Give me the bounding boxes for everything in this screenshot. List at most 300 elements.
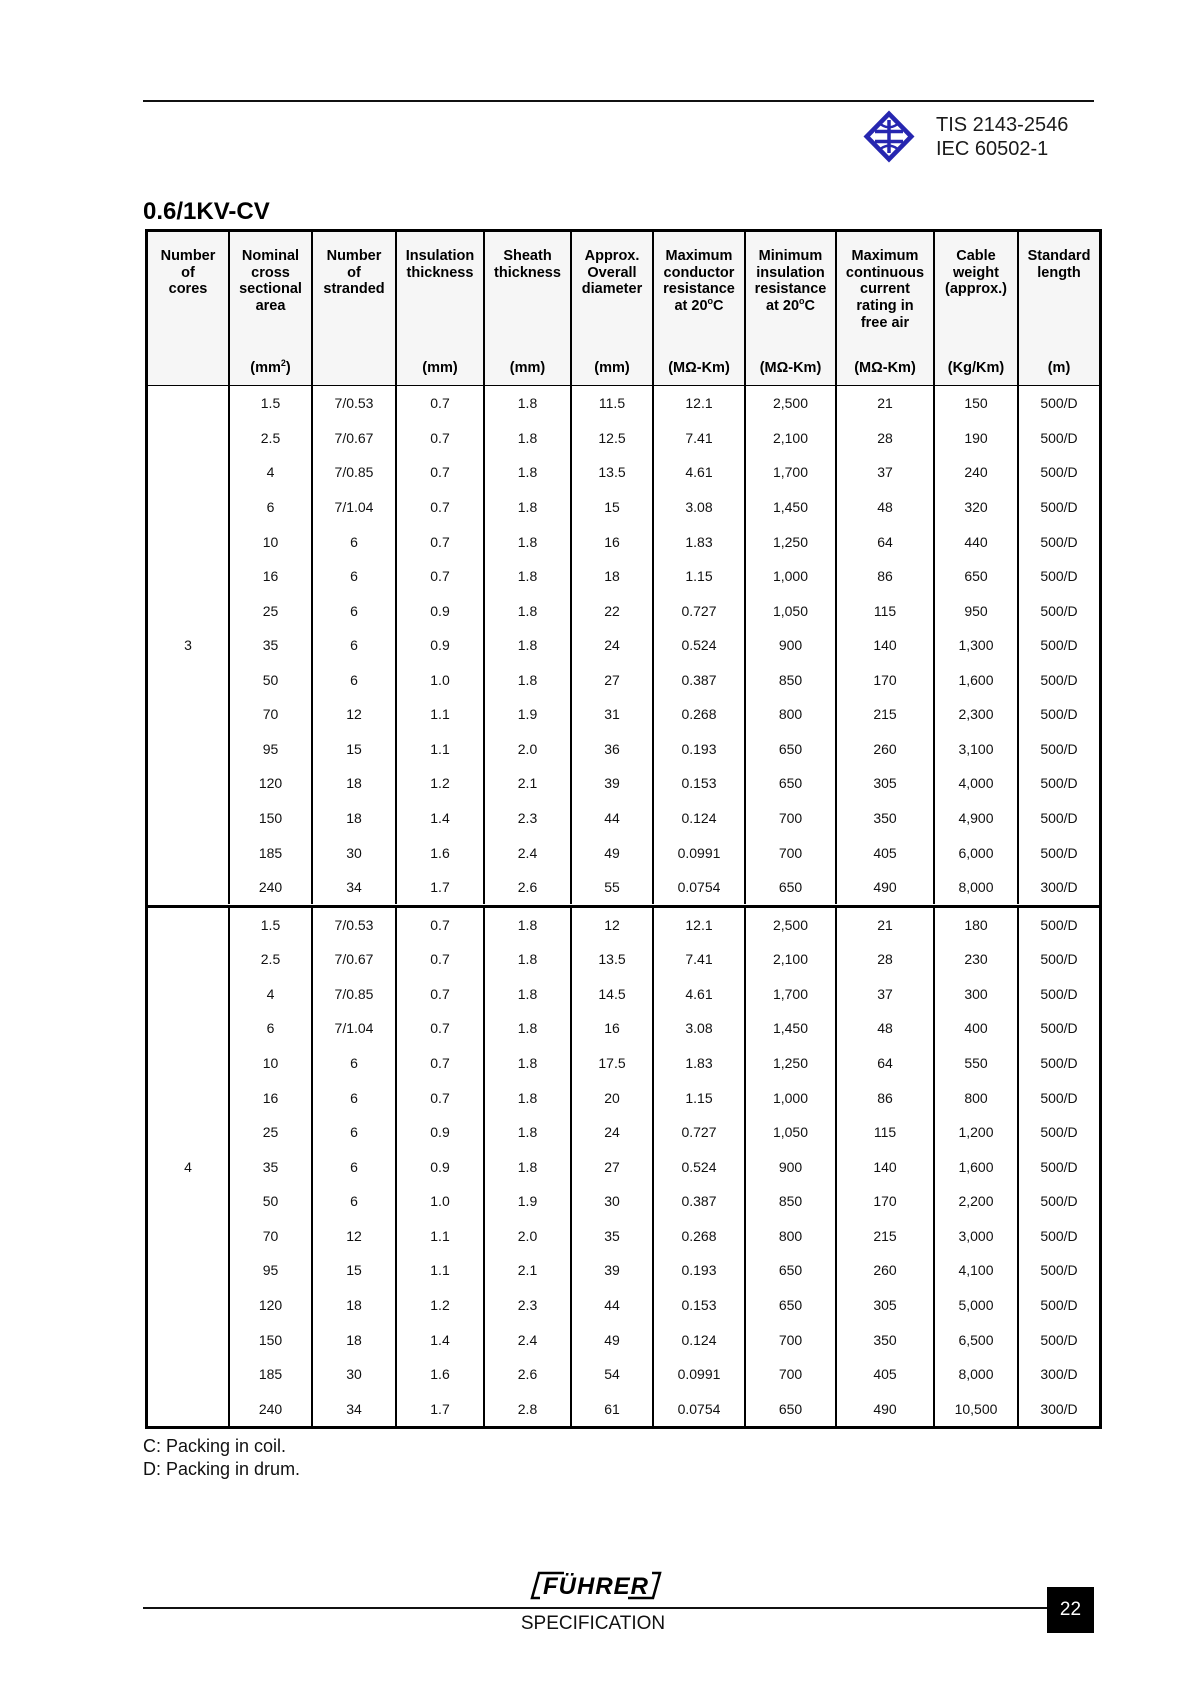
table-cell: 1,450 <box>744 490 835 525</box>
column-header-line: diameter <box>581 281 643 298</box>
table-cell: 37 <box>835 977 933 1012</box>
table-cell: 120 <box>228 1288 311 1323</box>
table-cell: 3.08 <box>652 1011 744 1046</box>
table-cell: 21 <box>835 386 933 421</box>
table-cell: 8,000 <box>933 870 1017 905</box>
table-cell: 500/D <box>1017 1253 1099 1288</box>
table-cell: 500/D <box>1017 663 1099 698</box>
table-cell: 3.08 <box>652 490 744 525</box>
table-cell: 500/D <box>1017 455 1099 490</box>
table-cell: 185 <box>228 1357 311 1392</box>
table-cell: 70 <box>228 697 311 732</box>
table-cell: 700 <box>744 835 835 870</box>
table-cell: 18 <box>570 559 652 594</box>
table-cell: 0.193 <box>652 732 744 767</box>
table-cell: 7.41 <box>652 421 744 456</box>
table-cell: 0.7 <box>395 1046 483 1081</box>
table-cell: 2,100 <box>744 942 835 977</box>
table-cell: 0.153 <box>652 766 744 801</box>
table-cell: 2.0 <box>483 732 570 767</box>
table-cell: 4 <box>228 455 311 490</box>
table-cell: 30 <box>311 835 395 870</box>
table-cell: 115 <box>835 1115 933 1150</box>
table-cell: 1.8 <box>483 1080 570 1115</box>
table-cell: 900 <box>744 628 835 663</box>
table-cell: 27 <box>570 1149 652 1184</box>
table-cell: 2,300 <box>933 697 1017 732</box>
table-cell: 28 <box>835 942 933 977</box>
table-cell: 320 <box>933 490 1017 525</box>
table-cell: 2,100 <box>744 421 835 456</box>
table-cell: 215 <box>835 1219 933 1254</box>
table-cell: 6 <box>228 1011 311 1046</box>
table-cell: 1.9 <box>483 1184 570 1219</box>
table-row <box>228 386 1099 421</box>
table-cell: 1.6 <box>395 1357 483 1392</box>
table-cell: 15 <box>311 1253 395 1288</box>
table-cell: 1,050 <box>744 1115 835 1150</box>
core-group <box>148 386 1099 905</box>
table-cell: 1,700 <box>744 977 835 1012</box>
table-row <box>228 835 1099 870</box>
table-cell: 6 <box>311 1184 395 1219</box>
column-header-line: Maximum <box>665 248 733 264</box>
table-cell: 500/D <box>1017 593 1099 628</box>
table-cell: 900 <box>744 1149 835 1184</box>
table-cell: 0.153 <box>652 1288 744 1323</box>
footer-label: SPECIFICATION <box>520 1613 666 1634</box>
column-header-line: Nominal <box>241 248 300 264</box>
table-cell: 1.1 <box>395 697 483 732</box>
cable-spec-table <box>145 229 1102 1429</box>
table-row <box>228 766 1099 801</box>
table-cell: 4 <box>228 977 311 1012</box>
table-cell: 500/D <box>1017 942 1099 977</box>
column-header-line: of <box>181 264 195 281</box>
table-body <box>148 386 1099 1426</box>
table-cell: 39 <box>570 1253 652 1288</box>
table-cell: 13.5 <box>570 942 652 977</box>
table-cell: 0.0754 <box>652 1391 744 1426</box>
column-unit-text: (MΩ-Km) <box>759 360 822 377</box>
column-header-line-superscript: o <box>799 296 805 307</box>
table-cell: 49 <box>570 1322 652 1357</box>
column-unit-text: (MΩ-Km) <box>854 360 916 377</box>
table-cell: 18 <box>311 1288 395 1323</box>
table-cell: 1.8 <box>483 386 570 421</box>
column-header-line: Number <box>160 248 216 264</box>
column-unit <box>655 360 743 377</box>
table-cell: 25 <box>228 593 311 628</box>
column-header-line: sectional <box>239 281 302 298</box>
table-cell: 7/0.67 <box>311 421 395 456</box>
table-cell: 3,100 <box>933 732 1017 767</box>
table-cell: 7/0.67 <box>311 942 395 977</box>
column-header-label <box>486 248 569 281</box>
table-cell: 2.5 <box>228 421 311 456</box>
table-cell: 500/D <box>1017 490 1099 525</box>
table-cell: 48 <box>835 1011 933 1046</box>
column-unit <box>747 360 834 377</box>
column-header <box>1017 232 1099 385</box>
table-cell: 48 <box>835 490 933 525</box>
table-header-row <box>148 232 1099 386</box>
table-cell: 34 <box>311 1391 395 1426</box>
table-cell: 650 <box>744 1288 835 1323</box>
table-row <box>228 559 1099 594</box>
table-cell: 0.7 <box>395 908 483 943</box>
table-cell: 11.5 <box>570 386 652 421</box>
table-row <box>228 1149 1099 1184</box>
table-cell: 500/D <box>1017 1288 1099 1323</box>
table-cell: 1.6 <box>395 835 483 870</box>
column-header <box>652 232 744 385</box>
brand-wordmark: FÜHRER <box>543 1573 649 1600</box>
table-cell: 7/0.85 <box>311 455 395 490</box>
table-cell: 180 <box>933 908 1017 943</box>
table-cell: 21 <box>835 908 933 943</box>
table-row <box>228 801 1099 836</box>
table-cell: 400 <box>933 1011 1017 1046</box>
table-cell: 1.8 <box>483 1011 570 1046</box>
table-cell: 1,450 <box>744 1011 835 1046</box>
table-cell: 1,250 <box>744 524 835 559</box>
column-unit <box>1020 360 1098 377</box>
table-cell: 0.524 <box>652 628 744 663</box>
table-cell: 1.7 <box>395 870 483 905</box>
table-cell: 1,300 <box>933 628 1017 663</box>
table-cell: 300/D <box>1017 1357 1099 1392</box>
footnote-drum: D: Packing in drum. <box>143 1459 301 1479</box>
table-cell: 95 <box>228 732 311 767</box>
table-cell: 185 <box>228 835 311 870</box>
table-cell: 35 <box>570 1219 652 1254</box>
table-cell: 30 <box>570 1184 652 1219</box>
table-cell: 7/0.53 <box>311 908 395 943</box>
table-cell: 500/D <box>1017 1149 1099 1184</box>
column-unit-text-text: ) <box>285 360 291 377</box>
table-cell: 140 <box>835 1149 933 1184</box>
standard-iec: IEC 60502-1 <box>936 138 1049 160</box>
table-cell: 6 <box>311 559 395 594</box>
table-cell: 1.8 <box>483 663 570 698</box>
table-cell: 0.7 <box>395 490 483 525</box>
table-cell: 86 <box>835 1080 933 1115</box>
table-cell: 350 <box>835 801 933 836</box>
column-header <box>483 232 570 385</box>
table-row <box>228 870 1099 905</box>
column-header-label <box>314 248 394 298</box>
table-cell: 7/1.04 <box>311 1011 395 1046</box>
table-cell: 16 <box>228 559 311 594</box>
table-row <box>228 1219 1099 1254</box>
table-cell: 1.5 <box>228 908 311 943</box>
table-cell: 15 <box>570 490 652 525</box>
table-cell: 13.5 <box>570 455 652 490</box>
column-header-line: Sheath <box>503 248 552 264</box>
table-cell: 300/D <box>1017 1391 1099 1426</box>
table-row <box>228 1115 1099 1150</box>
table-cell: 18 <box>311 766 395 801</box>
table-cell: 6 <box>311 593 395 628</box>
table-cell: 305 <box>835 766 933 801</box>
column-unit-text: (m) <box>1047 360 1071 377</box>
table-cell: 0.124 <box>652 801 744 836</box>
table-cell: 50 <box>228 1184 311 1219</box>
table-cell: 120 <box>228 766 311 801</box>
table-cell: 17.5 <box>570 1046 652 1081</box>
table-cell: 650 <box>744 732 835 767</box>
table-cell: 1.4 <box>395 801 483 836</box>
table-cell: 1.2 <box>395 766 483 801</box>
table-cell: 2.4 <box>483 835 570 870</box>
table-cell: 37 <box>835 455 933 490</box>
table-cell: 2.4 <box>483 1322 570 1357</box>
table-cell: 240 <box>228 1391 311 1426</box>
column-unit <box>573 360 651 377</box>
table-cell: 1.7 <box>395 1391 483 1426</box>
table-cell: 18 <box>311 801 395 836</box>
table-cell: 1.1 <box>395 1253 483 1288</box>
table-cell: 35 <box>228 1149 311 1184</box>
table-cell: 0.124 <box>652 1322 744 1357</box>
column-header-line: current <box>860 281 910 298</box>
column-unit-text: (mm) <box>422 360 458 377</box>
column-header <box>933 232 1017 385</box>
table-cell: 1.15 <box>652 559 744 594</box>
table-cell: 1,250 <box>744 1046 835 1081</box>
cores-value: 4 <box>184 1158 192 1175</box>
column-header-line: thickness <box>406 264 474 281</box>
fuhrer-logo <box>524 1570 668 1601</box>
column-header-line: (approx.) <box>944 281 1008 298</box>
table-cell: 150 <box>228 801 311 836</box>
table-cell: 150 <box>933 386 1017 421</box>
table-row <box>228 732 1099 767</box>
table-cell: 0.7 <box>395 1011 483 1046</box>
column-header-line: cross <box>251 264 290 281</box>
table-cell: 490 <box>835 870 933 905</box>
table-row <box>228 1011 1099 1046</box>
table-cell: 1,000 <box>744 559 835 594</box>
table-cell: 500/D <box>1017 421 1099 456</box>
table-cell: 500/D <box>1017 766 1099 801</box>
table-cell: 500/D <box>1017 977 1099 1012</box>
table-cell: 14.5 <box>570 977 652 1012</box>
table-cell: 500/D <box>1017 524 1099 559</box>
table-cell: 1.1 <box>395 1219 483 1254</box>
table-cell: 500/D <box>1017 1322 1099 1357</box>
table-cell: 6 <box>311 1080 395 1115</box>
table-cell: 1.1 <box>395 732 483 767</box>
table-cell: 850 <box>744 1184 835 1219</box>
table-cell: 490 <box>835 1391 933 1426</box>
table-cell: 24 <box>570 1115 652 1150</box>
column-unit-text: (MΩ-Km) <box>668 360 730 377</box>
table-cell: 500/D <box>1017 697 1099 732</box>
column-header-label <box>231 248 310 315</box>
table-cell: 1,200 <box>933 1115 1017 1150</box>
table-cell: 1.5 <box>228 386 311 421</box>
table-cell: 405 <box>835 1357 933 1392</box>
cores-cell <box>148 908 228 1427</box>
table-cell: 500/D <box>1017 1184 1099 1219</box>
table-cell: 700 <box>744 801 835 836</box>
table-cell: 1.8 <box>483 455 570 490</box>
standards-list <box>936 113 1068 161</box>
table-cell: 36 <box>570 732 652 767</box>
table-cell: 305 <box>835 1288 933 1323</box>
column-header-line: length <box>1037 264 1081 281</box>
table-cell: 64 <box>835 1046 933 1081</box>
table-cell: 0.387 <box>652 1184 744 1219</box>
table-cell: 12.1 <box>652 386 744 421</box>
column-header-line-text: C <box>713 298 724 315</box>
table-row <box>228 593 1099 628</box>
table-row <box>228 421 1099 456</box>
table-cell: 1.83 <box>652 524 744 559</box>
column-header-line: of <box>347 264 361 281</box>
table-cell: 300/D <box>1017 870 1099 905</box>
table-cell: 1.8 <box>483 559 570 594</box>
table-cell: 405 <box>835 835 933 870</box>
table-cell: 34 <box>311 870 395 905</box>
table-row <box>228 524 1099 559</box>
table-cell: 12 <box>311 1219 395 1254</box>
table-row <box>228 942 1099 977</box>
table-cell: 230 <box>933 942 1017 977</box>
table-cell: 0.0754 <box>652 870 744 905</box>
column-header-line: conductor <box>663 264 735 281</box>
table-cell: 2.6 <box>483 870 570 905</box>
table-cell: 18 <box>311 1322 395 1357</box>
table-cell: 2,500 <box>744 908 835 943</box>
footnote-coil: C: Packing in coil. <box>143 1436 287 1456</box>
table-cell: 6 <box>311 524 395 559</box>
table-cell: 0.727 <box>652 1115 744 1150</box>
table-row <box>228 663 1099 698</box>
table-cell: 10 <box>228 524 311 559</box>
table-cell: 1.83 <box>652 1046 744 1081</box>
page-title: 0.6/1KV-CV <box>143 198 270 225</box>
table-cell: 2.8 <box>483 1391 570 1426</box>
column-header <box>570 232 652 385</box>
table-cell: 86 <box>835 559 933 594</box>
table-cell: 240 <box>933 455 1017 490</box>
column-header-line: Approx. <box>584 248 640 264</box>
group-rows <box>228 908 1099 1427</box>
table-cell: 5,000 <box>933 1288 1017 1323</box>
table-cell: 95 <box>228 1253 311 1288</box>
column-header-line <box>747 298 834 315</box>
table-cell: 500/D <box>1017 559 1099 594</box>
table-cell: 0.9 <box>395 628 483 663</box>
tis-certification-mark-icon <box>862 109 916 164</box>
table-cell: 3,000 <box>933 1219 1017 1254</box>
table-cell: 49 <box>570 835 652 870</box>
table-cell: 0.0991 <box>652 835 744 870</box>
column-header-line-superscript: o <box>707 296 714 307</box>
column-header-line: Standard <box>1027 248 1091 264</box>
table-cell: 4,000 <box>933 766 1017 801</box>
table-cell: 1.2 <box>395 1288 483 1323</box>
table-cell: 0.7 <box>395 524 483 559</box>
table-cell: 1.8 <box>483 1115 570 1150</box>
table-cell: 170 <box>835 1184 933 1219</box>
column-header-line-text: C <box>804 298 816 315</box>
column-header-label <box>936 248 1016 298</box>
table-cell: 800 <box>744 1219 835 1254</box>
table-cell: 1.8 <box>483 628 570 663</box>
table-cell: 1.8 <box>483 1149 570 1184</box>
table-row <box>228 490 1099 525</box>
table-cell: 170 <box>835 663 933 698</box>
table-cell: 7/0.85 <box>311 977 395 1012</box>
table-cell: 25 <box>228 1115 311 1150</box>
cores-cell <box>148 386 228 905</box>
table-cell: 70 <box>228 1219 311 1254</box>
table-cell: 1,600 <box>933 663 1017 698</box>
table-cell: 24 <box>570 628 652 663</box>
table-cell: 15 <box>311 732 395 767</box>
column-unit-text: (mm) <box>509 360 546 377</box>
table-cell: 0.7 <box>395 977 483 1012</box>
column-unit <box>838 360 932 377</box>
column-header-line: continuous <box>845 264 925 281</box>
column-header-line: Cable <box>956 248 996 264</box>
table-cell: 440 <box>933 524 1017 559</box>
table-cell: 2.3 <box>483 801 570 836</box>
table-cell: 500/D <box>1017 628 1099 663</box>
table-cell: 12.1 <box>652 908 744 943</box>
column-header-line: Insulation <box>405 248 475 264</box>
table-cell: 1,050 <box>744 593 835 628</box>
table-cell: 1.8 <box>483 524 570 559</box>
table-cell: 2,500 <box>744 386 835 421</box>
column-header-line: Overall <box>587 264 637 281</box>
table-cell: 30 <box>311 1357 395 1392</box>
table-cell: 500/D <box>1017 1046 1099 1081</box>
table-cell: 500/D <box>1017 732 1099 767</box>
column-header <box>311 232 395 385</box>
column-header-label <box>398 248 482 281</box>
table-cell: 44 <box>570 801 652 836</box>
table-cell: 1.8 <box>483 593 570 628</box>
table-row <box>228 1046 1099 1081</box>
table-cell: 0.7 <box>395 421 483 456</box>
table-cell: 2,200 <box>933 1184 1017 1219</box>
top-rule <box>143 100 1094 102</box>
table-cell: 0.9 <box>395 593 483 628</box>
table-cell: 0.9 <box>395 1115 483 1150</box>
table-cell: 550 <box>933 1046 1017 1081</box>
table-row <box>228 1080 1099 1115</box>
column-unit-text-text: (mm <box>250 360 281 377</box>
table-cell: 2.6 <box>483 1357 570 1392</box>
table-cell: 4.61 <box>652 455 744 490</box>
column-header-line: insulation <box>756 264 825 281</box>
table-cell: 800 <box>933 1080 1017 1115</box>
table-cell: 240 <box>228 870 311 905</box>
column-header-line-text: at 20 <box>674 298 708 315</box>
table-cell: 22 <box>570 593 652 628</box>
column-unit <box>314 360 394 377</box>
column-header-line: Minimum <box>758 248 823 264</box>
table-cell: 500/D <box>1017 835 1099 870</box>
table-cell: 20 <box>570 1080 652 1115</box>
column-unit-text: (Kg/Km) <box>947 360 1005 377</box>
table-cell: 4,900 <box>933 801 1017 836</box>
